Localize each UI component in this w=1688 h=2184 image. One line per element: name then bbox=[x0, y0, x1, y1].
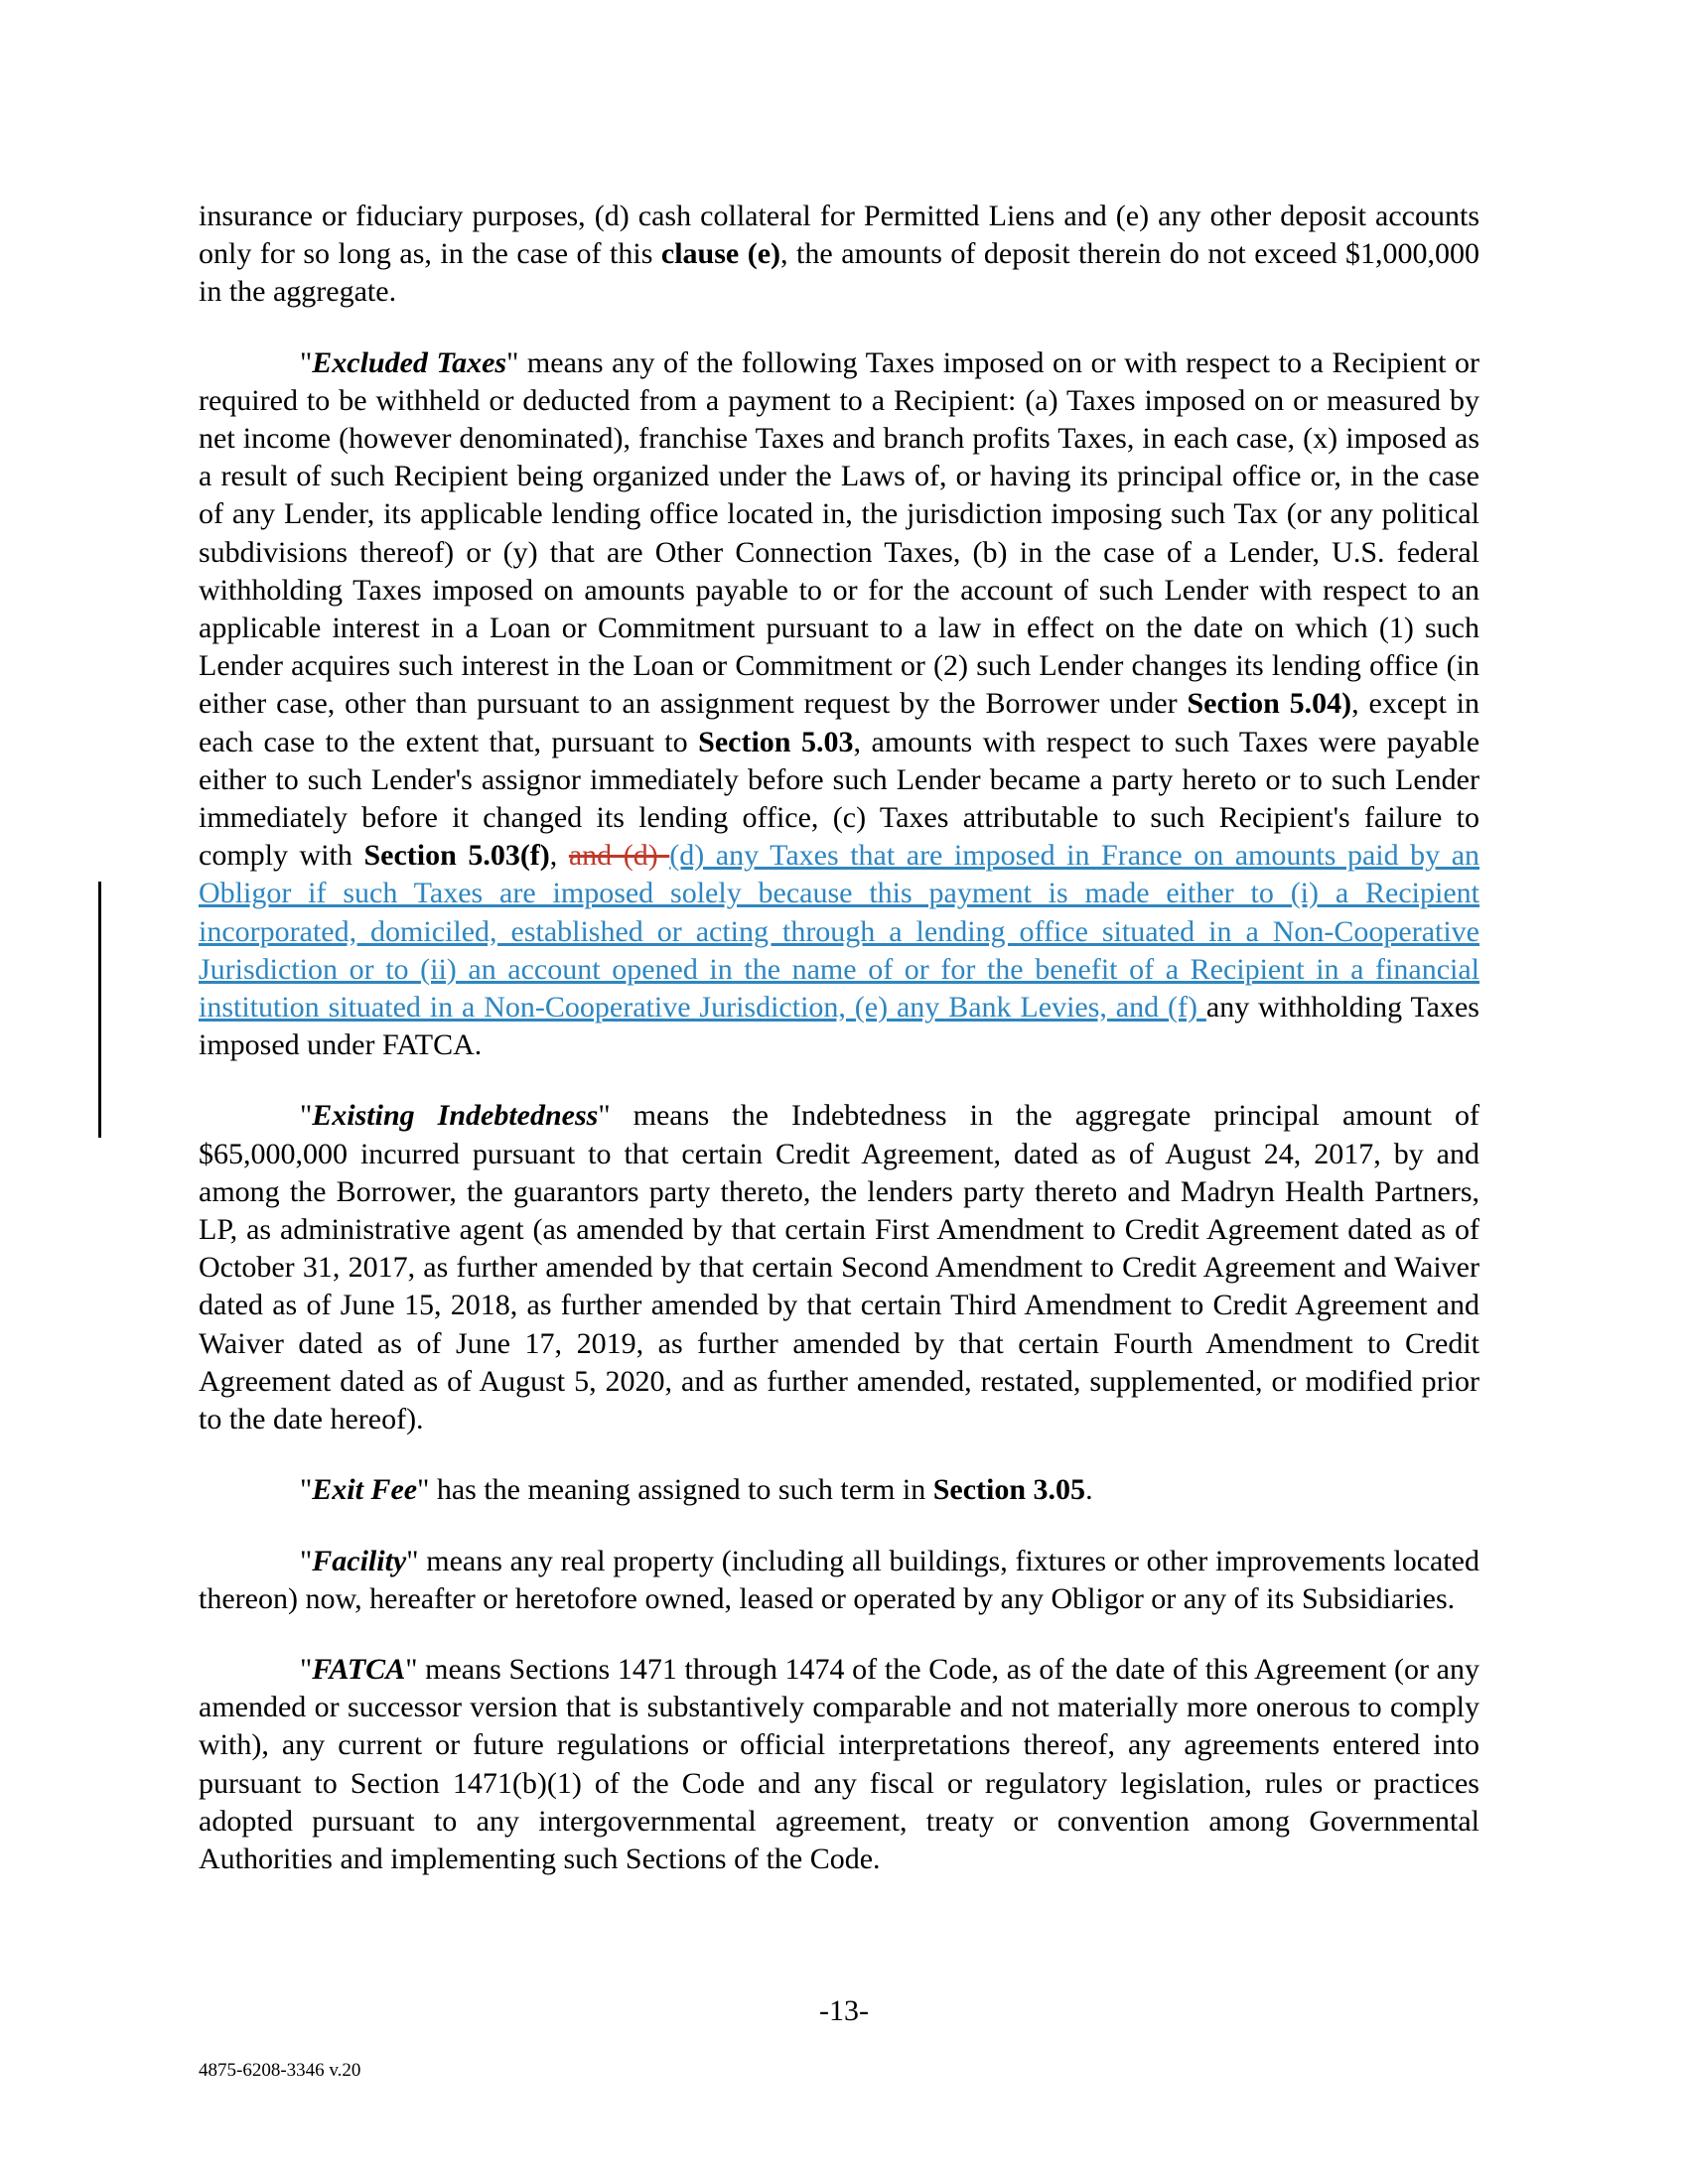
definition-exit-fee: "Exit Fee" has the meaning assigned to such term in Section 3.05. bbox=[300, 1473, 1093, 1507]
page-number: -13- bbox=[819, 1994, 869, 2027]
section-reference: Section 5.03(f) bbox=[363, 839, 550, 873]
defined-term: Existing Indebtedness bbox=[312, 1099, 599, 1133]
defined-term: Excluded Taxes bbox=[312, 345, 507, 379]
section-reference: Section 5.03 bbox=[698, 725, 854, 758]
clause-reference: clause (e) bbox=[660, 237, 781, 271]
inserted-text: (d) any Taxes that are imposed in France on amounts paid by an Obligor if such Taxes are imposed solely because this payment is made either to (i) a Recipient incorporated, domiciled, established or acting through a lending office situated in a Non-Cooperative Jurisdiction or to (ii) an account opened in the name of or for the benefit of a Recipient in a financial institution situated in a Non-Cooperative Jurisdiction, (e) any Bank Levies, and (f) bbox=[199, 839, 1480, 1024]
defined-term: FATCA bbox=[312, 1652, 406, 1686]
deleted-text: and (d) bbox=[568, 839, 670, 873]
document-id: 4875-6208-3346 v.20 bbox=[199, 2060, 361, 2081]
definition-fatca: "FATCA" means Sections 1471 through 1474 of the Code, as of the date of this Agreement (or any amended or successor version that is substantively comparable and not materially more onerous to comply with), any current or future regulations or official interpretations thereof, any agreements entered into pursuant to Section 1471(b)(1) of the Code and any fiscal or regulatory legislation, rules or practices adopted pursuant to any intergovernmental agreement, treaty or convention among Governmental Authorities and implementing such Sections of the Code. bbox=[199, 1652, 1479, 1875]
defined-term: Exit Fee bbox=[312, 1473, 418, 1507]
paragraph-deposit-accounts-continued: insurance or fiduciary purposes, (d) cash collateral for Permitted Liens and (e) any other deposit accounts only for so long as, in the case of this clause (e), the amounts of deposit therein do not exceed $1,000,000 in the aggregate. bbox=[199, 200, 1479, 309]
section-reference: Section 5.04) bbox=[1187, 687, 1352, 721]
definition-facility: "Facility" means any real property (including all buildings, fixtures or other improvements located thereon) now, hereafter or heretofore owned, leased or operated by any Obligor or any of its Subsidiaries. bbox=[199, 1544, 1479, 1615]
definition-excluded-taxes: "Excluded Taxes" means any of the following Taxes imposed on or with respect to a Recipient or required to be withheld or deducted from a payment to a Recipient: (a) Taxes imposed on or measured by net income (however denominated), franchise Taxes and branch profits Taxes, in each case, (x) imposed as a result of such Recipient being organized under the Laws of, or having its principal office or, in the case of any Lender, its applicable lending office located in, the jurisdiction imposing such Tax (or any political subdivisions thereof) or (y) that are Other Connection Taxes, (b) in the case of a Lender, U.S. federal withholding Taxes imposed on amounts payable to or for the account of such Lender with respect to an applicable interest in a Loan or Commitment pursuant to a law in effect on the date on which (1) such Lender acquires such interest in the Loan or Commitment or (2) such Lender changes its lending office (in either case, other than pursuant to an assignment request by the Borrower under Section 5.04), except in each case to the extent that, pursuant to Section 5.03, amounts with respect to such Taxes were payable either to such Lender's assignor immediately before such Lender became a party hereto or to such Lender immediately before it changed its lending office, (c) Taxes attributable to such Recipient's failure to comply with Section 5.03(f), and (d) (d) any Taxes that are imposed in France on amounts paid by an Obligor if such Taxes are imposed solely because this payment is made either to (i) a Recipient incorporated, domiciled, established or acting through a lending office situated in a Non-Cooperative Jurisdiction or to (ii) an account opened in the name of or for the benefit of a Recipient in a financial institution situated in a Non-Cooperative Jurisdiction, (e) any Bank Levies, and (f) any withholding Taxes imposed under FATCA. bbox=[199, 345, 1480, 1062]
change-bar bbox=[98, 882, 101, 1138]
document-body bbox=[199, 198, 1479, 1878]
definition-existing-indebtedness: "Existing Indebtedness" means the Indebtedness in the aggregate principal amount of $65,000,000 incurred pursuant to that certain Credit Agreement, dated as of August 24, 2017, by and among the Borrower, the guarantors party thereto, the lenders party thereto and Madryn Health Partners, LP, as administrative agent (as amended by that certain First Amendment to Credit Agreement dated as of October 31, 2017, as further amended by that certain Second Amendment to Credit Agreement and Waiver dated as of June 15, 2018, as further amended by that certain Third Amendment to Credit Agreement and Waiver dated as of June 17, 2019, as further amended by that certain Fourth Amendment to Credit Agreement dated as of August 5, 2020, and as further amended, restated, supplemented, or modified prior to the date hereof). bbox=[199, 1099, 1479, 1436]
section-reference: Section 3.05 bbox=[932, 1473, 1086, 1507]
defined-term: Facility bbox=[312, 1544, 407, 1577]
